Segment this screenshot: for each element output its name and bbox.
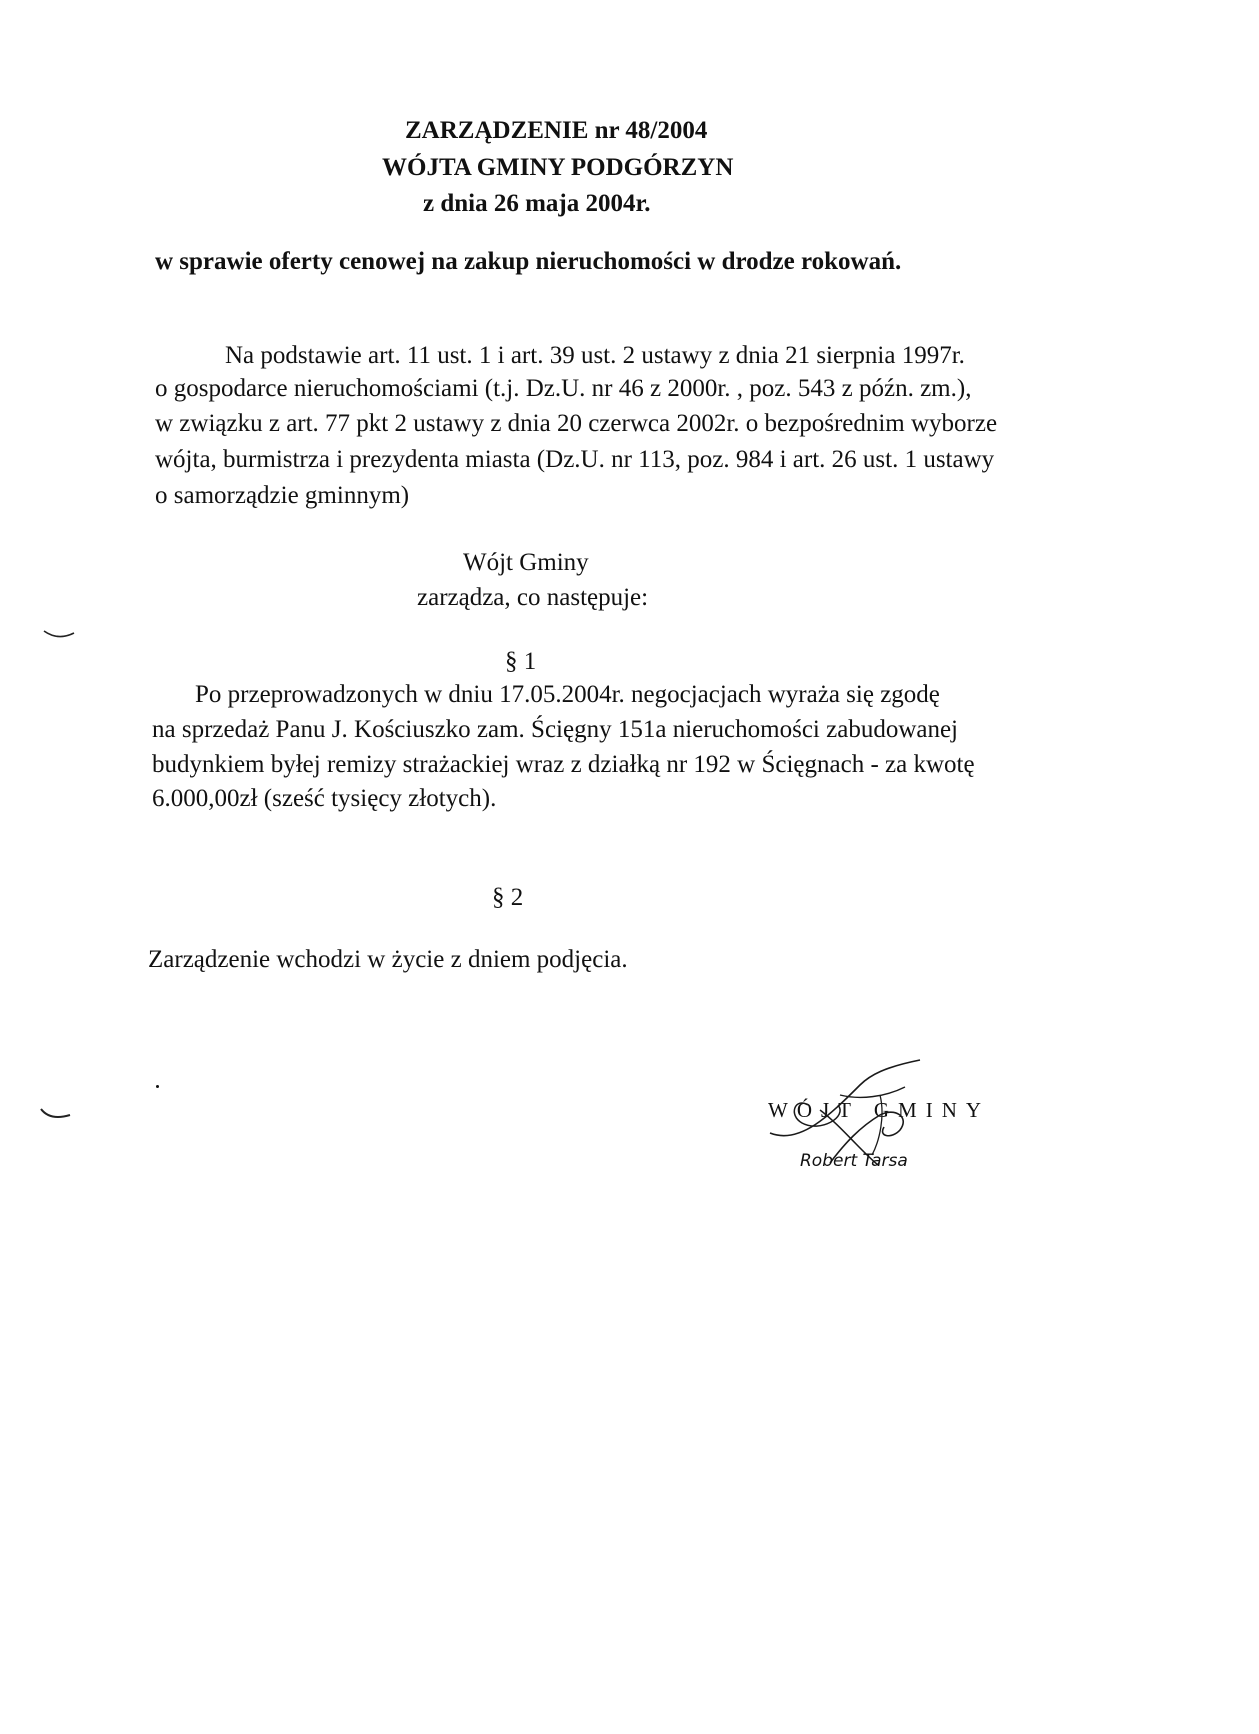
preamble-line-3: w związku z art. 77 pkt 2 ustawy z dnia 20 czerwca 2002r. o bezpośrednim wyborze (155, 410, 998, 437)
enactment-formula: zarządza, co następuje: (417, 584, 649, 611)
scan-artifact-dot (156, 1085, 159, 1088)
section-2-text: Zarządzenie wchodzi w życie z dniem podjęcia. (148, 946, 628, 973)
signatory-name: Robert Tarsa (800, 1151, 908, 1171)
section-1-line-3: budynkiem byłej remizy strażackiej wraz z działką nr 192 w Ścięgnach - za kwotę (152, 751, 975, 778)
scan-artifact-mark (38, 1105, 78, 1127)
preamble-line-2: o gospodarce nieruchomościami (t.j. Dz.U. nr 46 z 2000r. , poz. 543 z późn. zm.), (155, 375, 972, 402)
scan-artifact-mark (40, 625, 80, 645)
document-title-line2: WÓJTA GMINY PODGÓRZYN (382, 154, 734, 181)
section-1-line-4: 6.000,00zł (sześć tysięcy złotych). (152, 785, 497, 812)
preamble-line-1: Na podstawie art. 11 ust. 1 i art. 39 ust. 2 ustawy z dnia 21 sierpnia 1997r. (225, 342, 965, 369)
section-1-heading: § 1 (505, 648, 537, 675)
section-1-line-1: Po przeprowadzonych w dniu 17.05.2004r. negocjacjach wyraża się zgodę (195, 681, 940, 708)
preamble-line-4: wójta, burmistrza i prezydenta miasta (Dz.U. nr 113, poz. 984 i art. 26 ust. 1 ustawy (155, 446, 995, 473)
preamble-line-5: o samorządzie gminnym) (155, 482, 410, 509)
document-title-line1: ZARZĄDZENIE nr 48/2004 (405, 117, 708, 144)
signature-title: WÓJT GMINY (768, 1098, 991, 1122)
document-subject: w sprawie oferty cenowej na zakup nieruchomości w drodze rokowań. (155, 248, 902, 275)
document-date-line: z dnia 26 maja 2004r. (423, 190, 651, 217)
section-2-heading: § 2 (492, 884, 524, 911)
enactment-authority: Wójt Gminy (463, 549, 589, 576)
section-1-line-2: na sprzedaż Panu J. Kościuszko zam. Ścięgny 151a nieruchomości zabudowanej (152, 716, 959, 743)
